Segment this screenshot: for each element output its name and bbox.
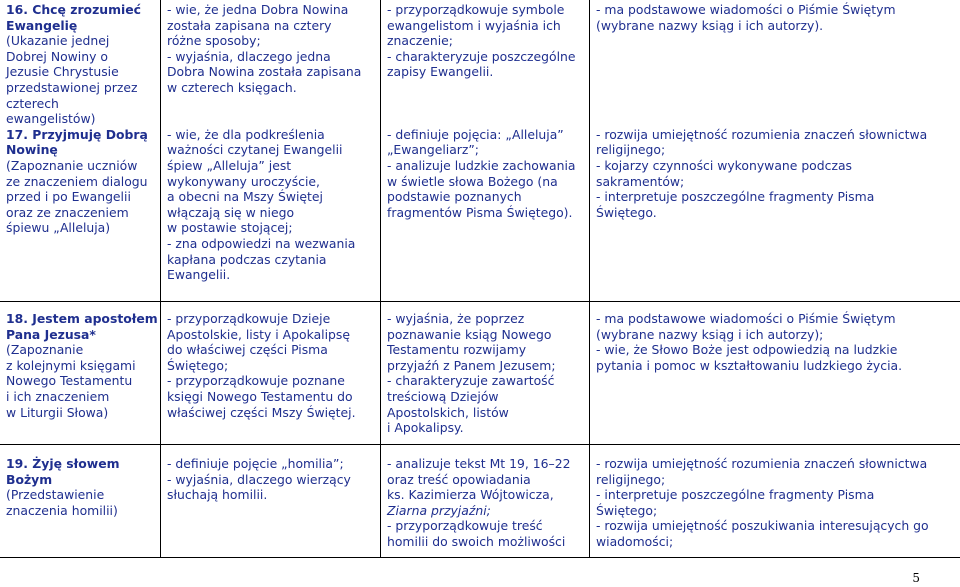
requirement-line: - interpretuje poszczególne fragmenty Pisma <box>596 487 875 503</box>
page-number: 5 <box>912 571 920 585</box>
requirement-line: Świętego; <box>596 502 658 518</box>
requirement-line: została zapisana na cztery <box>167 17 332 33</box>
lesson-title: Ewangelię <box>6 17 78 33</box>
requirement-line: a obecni na Mszy Świętej <box>167 189 323 205</box>
requirement-line: Ziarna przyjaźni; <box>387 502 491 518</box>
requirement-line: Apostolskich, listów <box>387 404 509 420</box>
requirement-line: - wyjaśnia, dlaczego jedna <box>167 48 331 64</box>
requirement-line: Testamentu rozwijamy <box>387 342 527 358</box>
row-divider-1 <box>0 301 960 302</box>
basic-requirements-cell <box>161 309 380 420</box>
requirement-line: ks. Kazimierza Wójtowicza, <box>387 487 554 503</box>
requirement-line: kapłana podczas czytania <box>167 251 327 267</box>
requirement-line: śpiew „Alleluja” jest <box>167 157 292 173</box>
requirement-line: - przyporządkowuje Dzieje <box>167 311 331 326</box>
requirement-line: - wyjaśnia, że poprzez <box>387 311 525 326</box>
skills-cell <box>590 0 960 220</box>
requirement-line: pytania i pomoc w kształtowaniu ludzkiego życia. <box>596 357 903 373</box>
requirement-line: „Ewangeliarz”; <box>387 142 479 158</box>
lesson-description: śpiewu „Alleluja) <box>6 220 111 236</box>
requirement-line: - rozwija umiejętność rozumienia znaczeń słownictwa <box>596 126 928 142</box>
lesson-description: (Ukazanie jednej <box>6 33 110 49</box>
row-divider-2 <box>0 444 960 445</box>
requirement-line: różne sposoby; <box>167 33 261 49</box>
lesson-cell <box>0 309 160 420</box>
requirement-line: znaczenie; <box>387 33 453 49</box>
lesson-description: (Zapoznanie <box>6 342 84 358</box>
lesson-title: Pana Jezusa* <box>6 326 96 342</box>
requirement-line: oraz treść opowiadania <box>387 471 531 487</box>
requirement-line: (wybrane nazwy ksiąg i ich autorzy); <box>596 326 824 342</box>
requirement-line: Świętego; <box>167 357 229 373</box>
lesson-description: przed i po Ewangelii <box>6 189 131 205</box>
table-bottom-border <box>0 557 960 558</box>
requirement-line: ewangelistom i wyjaśnia ich <box>387 17 561 33</box>
lesson-title: Nowinę <box>6 142 58 158</box>
lesson-cell <box>0 0 160 236</box>
lesson-title: 18. Jestem apostołem <box>6 311 158 326</box>
lesson-description: czterech <box>6 95 59 111</box>
requirement-line: włączają się w niego <box>167 204 295 220</box>
requirement-line: wykonywany uroczyście, <box>167 173 320 189</box>
lesson-title: 17. Przyjmuję Dobrą <box>6 126 148 142</box>
requirement-line: poznawanie ksiąg Nowego <box>387 326 552 342</box>
requirement-line: religijnego; <box>596 142 666 158</box>
extended-requirements-cell <box>381 309 589 436</box>
requirement-line: ważności czytanej Ewangelii <box>167 142 343 158</box>
basic-requirements-cell <box>161 454 380 503</box>
requirement-line: - zna odpowiedzi na wezwania <box>167 235 356 251</box>
lesson-description: znaczenia homilii) <box>6 502 118 518</box>
lesson-title: Bożym <box>6 471 53 487</box>
requirement-line: - przyporządkowuje treść <box>387 518 543 534</box>
requirement-line: - przyporządkowuje poznane <box>167 373 345 389</box>
requirement-line: podstawie poznanych <box>387 189 522 205</box>
requirement-line: - wie, że jedna Dobra Nowina <box>167 2 349 17</box>
requirement-line: - charakteryzuje zawartość <box>387 373 555 389</box>
lesson-description: Jezusie Chrystusie <box>6 64 119 80</box>
requirement-line: Świętego. <box>596 204 657 220</box>
lesson-description: przedstawionej przez <box>6 79 138 95</box>
basic-requirements-cell <box>161 0 380 283</box>
requirement-line: fragmentów Pisma Świętego). <box>387 204 573 220</box>
lesson-description: (Zapoznanie uczniów <box>6 157 138 173</box>
lesson-description: ze znaczeniem dialogu <box>6 173 148 189</box>
requirement-line: - ma podstawowe wiadomości o Piśmie Świętym <box>596 311 896 326</box>
requirement-line: - kojarzy czynności wykonywane podczas <box>596 157 852 173</box>
requirement-line: - wie, że dla podkreślenia <box>167 126 325 142</box>
requirement-line: Dobra Nowina została zapisana <box>167 64 362 80</box>
requirement-line: - definiuje pojęcie „homilia”; <box>167 456 344 471</box>
requirement-line: do właściwej części Pisma <box>167 342 328 358</box>
extended-requirements-cell <box>381 0 589 220</box>
requirement-line: - przyporządkowuje symbole <box>387 2 565 17</box>
lesson-title: 19. Żyję słowem <box>6 456 120 471</box>
requirement-line: - analizuje ludzkie zachowania <box>387 157 576 173</box>
lesson-description: w Liturgii Słowa) <box>6 404 109 420</box>
requirement-line: (wybrane nazwy ksiąg i ich autorzy). <box>596 17 824 33</box>
requirement-line: - rozwija umiejętność poszukiwania interesujących go <box>596 518 929 534</box>
lesson-description: Nowego Testamentu <box>6 373 133 389</box>
requirement-line: religijnego; <box>596 471 666 487</box>
requirement-line: i Apokalipsy. <box>387 420 464 436</box>
requirement-line: właściwej części Mszy Świętej. <box>167 404 356 420</box>
skills-cell <box>590 454 960 550</box>
lesson-description: z kolejnymi księgami <box>6 357 136 373</box>
requirement-line: - analizuje tekst Mt 19, 16–22 <box>387 456 571 471</box>
requirement-line: Apostolskie, listy i Apokalipsę <box>167 326 350 342</box>
lesson-description: ewangelistów) <box>6 111 96 127</box>
lesson-description: (Przedstawienie <box>6 487 105 503</box>
requirement-line: przyjaźń z Panem Jezusem; <box>387 357 556 373</box>
requirement-line: sakramentów; <box>596 173 685 189</box>
requirement-line: - definiuje pojęcia: „Alleluja” <box>387 126 564 142</box>
requirement-line: treściową Dziejów <box>387 388 499 404</box>
lesson-title: 16. Chcę zrozumieć <box>6 2 142 17</box>
lesson-description: oraz ze znaczeniem <box>6 204 129 220</box>
skills-cell <box>590 309 960 373</box>
requirement-line: - interpretuje poszczególne fragmenty Pisma <box>596 189 875 205</box>
requirement-line: zapisy Ewangelii. <box>387 64 494 80</box>
lesson-description: Dobrej Nowiny o <box>6 48 108 64</box>
requirement-line: Ewangelii. <box>167 267 231 283</box>
requirement-line: w postawie stojącej; <box>167 220 293 236</box>
lesson-cell <box>0 454 160 518</box>
requirement-line: - ma podstawowe wiadomości o Piśmie Świętym <box>596 2 896 17</box>
requirement-line: homilii do swoich możliwości <box>387 533 566 549</box>
requirement-line: wiadomości; <box>596 533 674 549</box>
extended-requirements-cell <box>381 454 589 550</box>
requirement-line: w świetle słowa Bożego (na <box>387 173 558 189</box>
requirement-line: - charakteryzuje poszczególne <box>387 48 576 64</box>
requirement-line: - wyjaśnia, dlaczego wierzący <box>167 471 351 487</box>
requirement-line: - wie, że Słowo Boże jest odpowiedzią na ludzkie <box>596 342 898 358</box>
requirement-line: księgi Nowego Testamentu do <box>167 388 353 404</box>
requirement-line: - rozwija umiejętność rozumienia znaczeń słownictwa <box>596 456 928 471</box>
lesson-description: i ich znaczeniem <box>6 388 110 404</box>
requirement-line: w czterech księgach. <box>167 79 297 95</box>
requirement-line: słuchają homilii. <box>167 487 268 503</box>
